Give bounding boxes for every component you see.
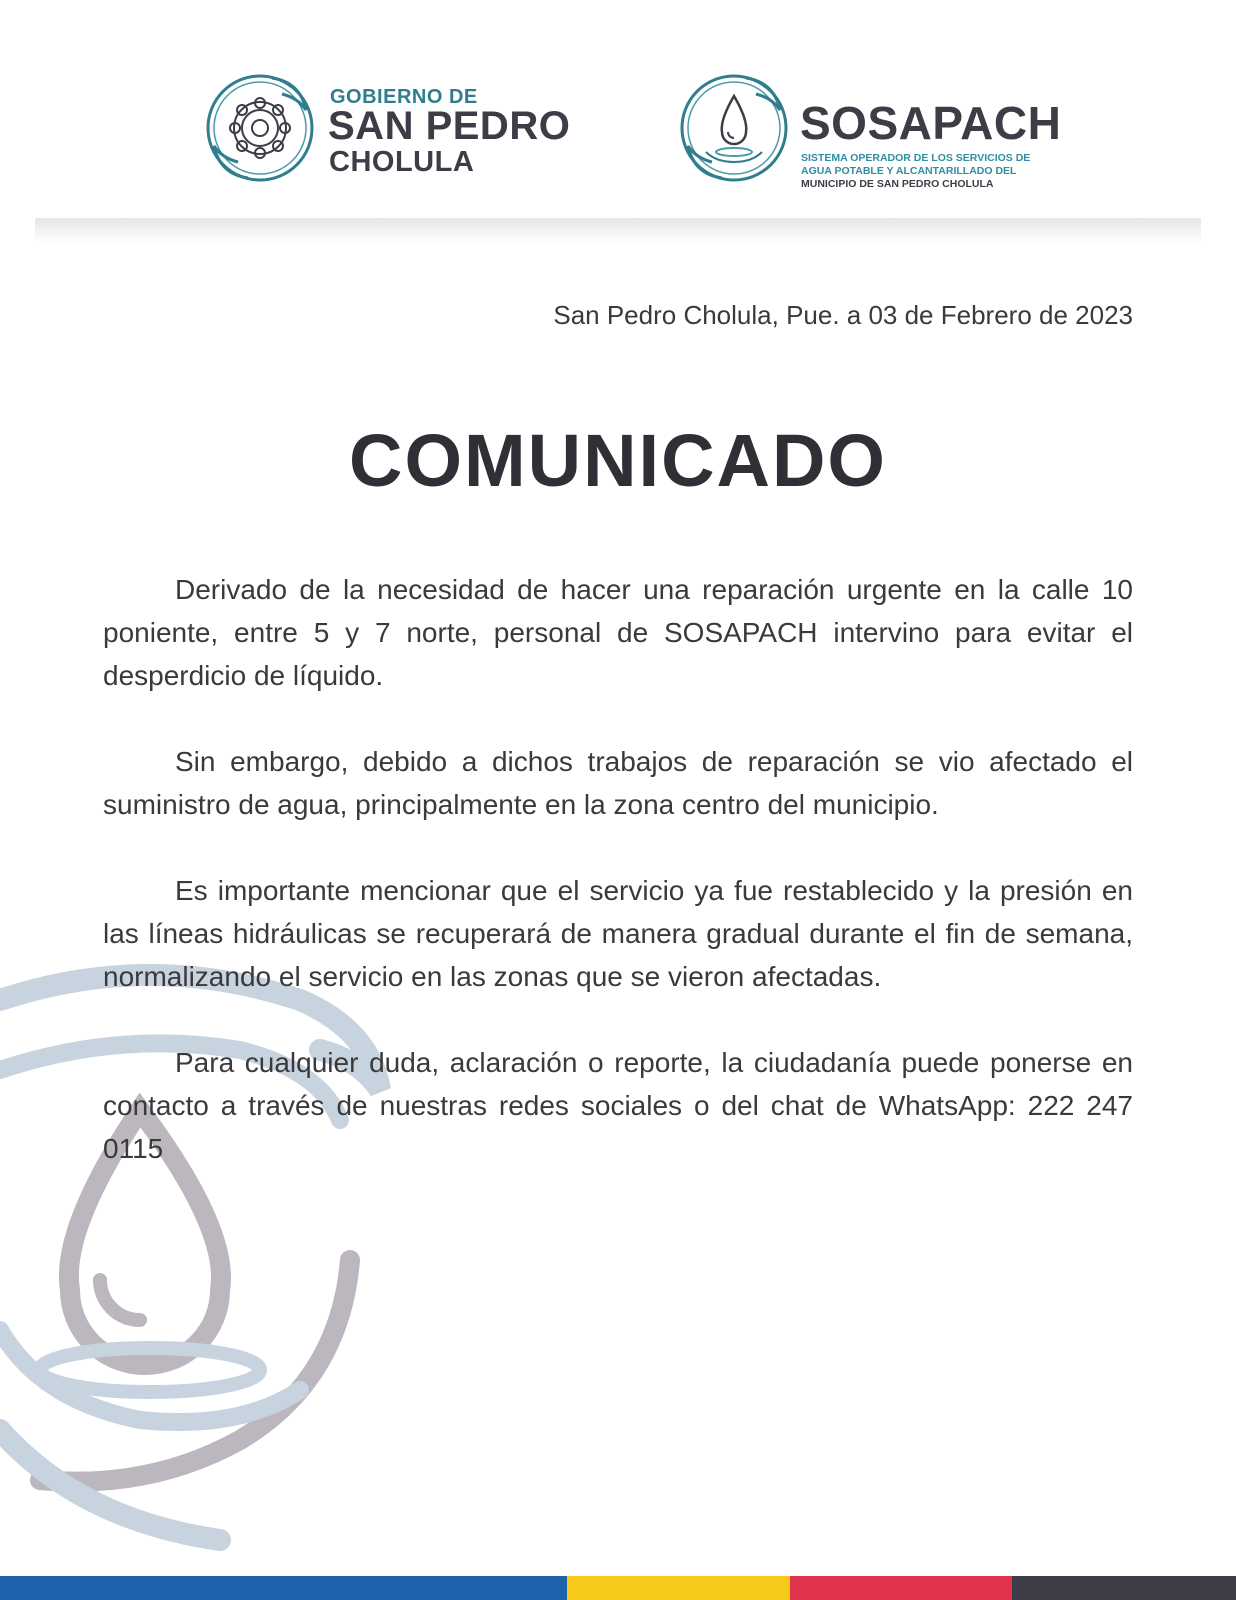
sosapach-logo [676, 70, 1076, 190]
gov-logo-line3: CHOLULA [329, 146, 475, 178]
body-paragraph-4: Para cualquier duda, aclaración o reporte, la ciudadanía puede ponerse en contacto a través de nuestras redes sociales o del chat de WhatsApp: 222 247 0115 [103, 1047, 1133, 1164]
footer-color-bar [0, 1576, 1236, 1600]
sosapach-subtitle [801, 152, 1030, 191]
body-paragraph-2: Sin embargo, debido a dichos trabajos de reparación se vio afectado el suministro de agua, principalmente en la zona centro del municipio. [103, 746, 1133, 820]
footer-bar-yellow [567, 1576, 790, 1600]
document-body [103, 568, 1133, 1213]
gov-logo-line1: GOBIERNO DE [330, 86, 478, 108]
letterhead [0, 0, 1236, 220]
sosapach-name: SOSAPACH [800, 97, 1062, 149]
footer-bar-gray [1012, 1576, 1236, 1600]
header-divider [35, 218, 1201, 244]
document-date: San Pedro Cholula, Pue. a 03 de Febrero de 2023 [553, 300, 1133, 330]
document-title: COMUNICADO [349, 419, 887, 502]
sosapach-subtitle-line3: MUNICIPIO DE SAN PEDRO CHOLULA [801, 178, 994, 190]
footer-bar-red [790, 1576, 1012, 1600]
flower-hands-emblem-icon [202, 70, 318, 186]
body-paragraph-1: Derivado de la necesidad de hacer una reparación urgente en la calle 10 poniente, entre 5 y 7 norte, personal de SOSAPACH intervino para evitar el desperdicio de líquido. [103, 574, 1133, 691]
sosapach-subtitle-line2: AGUA POTABLE Y ALCANTARILLADO DEL [801, 165, 1017, 177]
footer-bar-blue [0, 1576, 567, 1600]
water-drop-hands-emblem-icon [676, 70, 792, 186]
body-paragraph-3: Es importante mencionar que el servicio ya fue restablecido y la presión en las líneas hidráulicas se recuperará de manera gradual durante el fin de semana, normalizando el servicio en las zonas que se vieron afectadas. [103, 875, 1133, 992]
gobierno-san-pedro-cholula-logo [202, 70, 582, 190]
gov-logo-line2: SAN PEDRO [328, 104, 571, 148]
sosapach-subtitle-line1: SISTEMA OPERADOR DE LOS SERVICIOS DE [801, 152, 1031, 164]
